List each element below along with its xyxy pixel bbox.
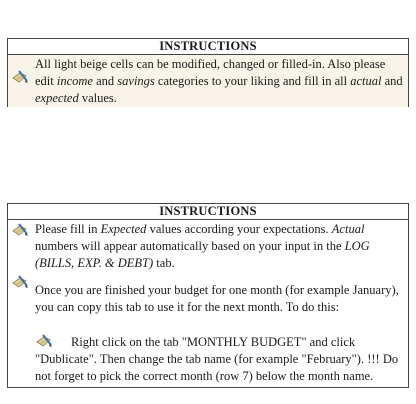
sticky-note-pen-icon — [11, 274, 29, 290]
instructions-header: INSTRUCTIONS — [8, 39, 408, 55]
sticky-note-pen-icon — [11, 222, 29, 238]
instructions-body — [8, 220, 408, 389]
text-segment: values according your expectations. — [146, 222, 332, 236]
text-segment: Please fill in — [35, 222, 101, 236]
text-segment: All light beige cells can be modified, changed or filled-in. Also please edit — [35, 57, 386, 88]
sticky-note-pen-icon — [11, 69, 29, 85]
emphasis-text: income — [56, 74, 93, 88]
emphasis-text: Actual — [331, 222, 365, 236]
emphasis-text: actual — [350, 74, 382, 88]
instructions-panel-bottom — [7, 203, 409, 388]
text-segment: tab. — [153, 256, 175, 270]
emphasis-text: savings — [117, 74, 155, 88]
instructions-header: INSTRUCTIONS — [8, 204, 408, 220]
instructions-panel-top — [7, 38, 409, 107]
emphasis-text: Expected — [100, 222, 147, 236]
text-segment: and — [381, 74, 403, 88]
text-segment: numbers will appear automatically based on your input in the — [35, 239, 345, 253]
text-segment: values. — [78, 91, 117, 105]
instructions-text-duplicate: Right click on the tab "MONTHLY BUDGET" and click "Dublicate". Then change the tab name (for example "February"). !!! Do not forget to pick the correct month (row 7) below the month name. — [35, 335, 399, 383]
emphasis-text: LOG (BILLS, EXP. & DEBT) — [35, 239, 370, 270]
instructions-body — [8, 55, 408, 107]
text-segment: categories to your liking and fill in all — [154, 74, 351, 88]
instructions-text-copy: Once you are finished your budget for one month (for example January), you can copy this tab to use it for the next month. To do this: — [35, 283, 399, 314]
emphasis-text: expected — [35, 91, 79, 105]
instructions-text — [35, 56, 404, 107]
text-segment: and — [92, 74, 118, 88]
instructions-text-expected — [35, 221, 404, 272]
